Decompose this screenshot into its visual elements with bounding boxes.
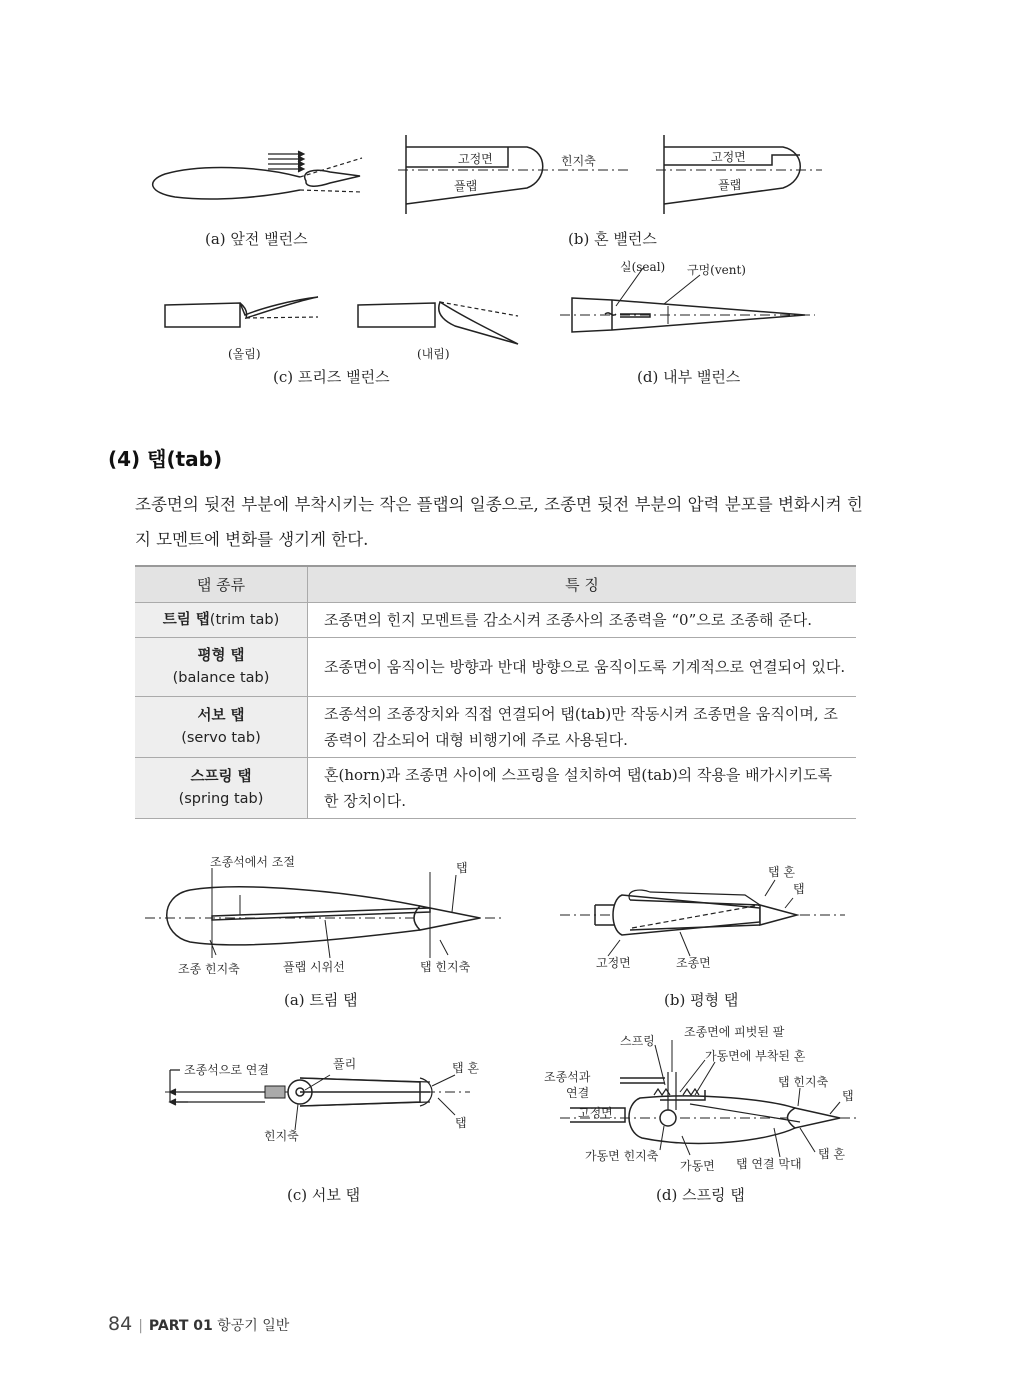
label-up: (올림) [228, 347, 261, 361]
row-key: 스프링 탭 (spring tab) [135, 758, 308, 819]
table-row [135, 638, 856, 697]
label-flap-b2: 플랩 [718, 178, 742, 192]
caption-c-balance: (c) 프리즈 밸런스 [273, 368, 390, 386]
label-d-horn: 가동면에 부착된 혼 [705, 1049, 806, 1063]
label-hinge-b: 힌지축 [561, 154, 596, 168]
caption-a-tab: (a) 트림 탭 [284, 991, 358, 1009]
label-d-tab-hinge: 탭 힌지축 [778, 1075, 829, 1089]
tab-types-table [135, 565, 856, 819]
label-c-cockpit-link: 조종석으로 연결 [184, 1063, 269, 1077]
footer-part: PART 01 [148, 1318, 213, 1334]
label-b-control: 조종면 [676, 956, 711, 970]
balance-figure [0, 120, 1023, 400]
label-d-spring: 스프링 [620, 1034, 655, 1048]
label-fixed-b1: 고정면 [458, 152, 493, 166]
label-b-tab: 탭 [793, 882, 805, 896]
page-number: 84 [108, 1313, 133, 1335]
label-c-tab: 탭 [455, 1116, 467, 1130]
label-c-hinge: 힌지축 [264, 1129, 299, 1143]
label-a-tab: 탭 [456, 861, 468, 875]
label-a-control-hinge: 조종 힌지축 [178, 962, 240, 976]
airflow-arrows [268, 151, 304, 172]
label-c-tab-horn: 탭 혼 [452, 1061, 479, 1075]
label-d-movable: 가동면 [680, 1159, 715, 1173]
tabs-figure [0, 845, 1023, 1175]
label-fixed-b2: 고정면 [711, 150, 746, 164]
label-a-flap-wire: 플랩 시위선 [283, 960, 345, 974]
row-key: 트림 탭(trim tab) [135, 603, 308, 638]
label-vent: 구멍(vent) [687, 263, 746, 277]
row-desc: 조종석의 조종장치와 직접 연결되어 탭(tab)만 작동시켜 조종면을 움직이며, 조종력이 감소되어 대형 비행기에 주로 사용된다. [308, 697, 857, 758]
header-feature: 특 징 [308, 566, 857, 603]
airfoil-main [153, 168, 300, 200]
label-d-arm: 조종면에 피벗된 팔 [684, 1025, 785, 1039]
label-down: (내림) [417, 347, 450, 361]
caption-c-tab: (c) 서보 탭 [287, 1186, 361, 1204]
caption-b-tab: (b) 평형 탭 [664, 991, 739, 1009]
section-paragraph: 조종면의 뒷전 부분에 부착시키는 작은 플랩의 일종으로, 조종면 뒷전 부분의 압력 분포를 변화시켜 힌지 모멘트에 변화를 생기게 한다. [135, 495, 863, 549]
row-desc: 조종면이 움직이는 방향과 반대 방향으로 움직이도록 기계적으로 연결되어 있다. [308, 638, 857, 697]
spring-airfoil [629, 1096, 795, 1144]
row-key: 평형 탭 (balance tab) [135, 638, 308, 697]
section-title: (4) 탭(tab) [108, 447, 223, 471]
row-desc: 혼(horn)과 조종면 사이에 스프링을 설치하여 탭(tab)의 작용을 배가시키도록 한 장치이다. [308, 758, 857, 819]
caption-a-balance: (a) 앞전 밸런스 [205, 230, 308, 248]
label-a-cockpit: 조종석에서 조절 [210, 855, 295, 869]
balance-surface [305, 170, 360, 186]
label-d-tab-rod: 탭 연결 막대 [736, 1157, 802, 1171]
page-footer: 84 | PART 01 항공기 일반 [108, 1313, 290, 1335]
label-c-pulley: 풀리 [333, 1057, 357, 1071]
label-d-fixed: 고정면 [578, 1106, 613, 1120]
row-desc: 조종면의 힌지 모멘트를 감소시켜 조종사의 조종력을 “0”으로 조종해 준다. [308, 603, 857, 638]
caption-b-balance: (b) 혼 밸런스 [568, 230, 657, 248]
table-row [135, 758, 856, 819]
label-d-movable-hinge: 가동면 힌지축 [585, 1149, 659, 1163]
caption-d-balance: (d) 내부 밸런스 [637, 368, 741, 386]
label-flap-b1: 플랩 [454, 179, 478, 193]
table-header-row [135, 566, 856, 603]
header-tab-type: 탭 종류 [135, 566, 308, 603]
footer-chapter: 항공기 일반 [217, 1318, 290, 1334]
label-d-tab-horn: 탭 혼 [818, 1147, 845, 1161]
label-d-tab: 탭 [842, 1089, 854, 1103]
label-d-cockpit1: 조종석과 [544, 1070, 591, 1084]
label-a-tab-hinge: 탭 힌지축 [420, 960, 471, 974]
label-seal: 실(seal) [620, 260, 666, 274]
table-row [135, 603, 856, 638]
label-d-cockpit2: 연결 [566, 1086, 590, 1100]
caption-d-tab: (d) 스프링 탭 [656, 1186, 745, 1204]
table-row [135, 697, 856, 758]
label-b-fixed: 고정면 [596, 956, 631, 970]
trim-tab-shape [414, 906, 480, 930]
trim-airfoil [167, 887, 420, 945]
label-b-tab-horn: 탭 혼 [768, 865, 795, 879]
row-key: 서보 탭 (servo tab) [135, 697, 308, 758]
